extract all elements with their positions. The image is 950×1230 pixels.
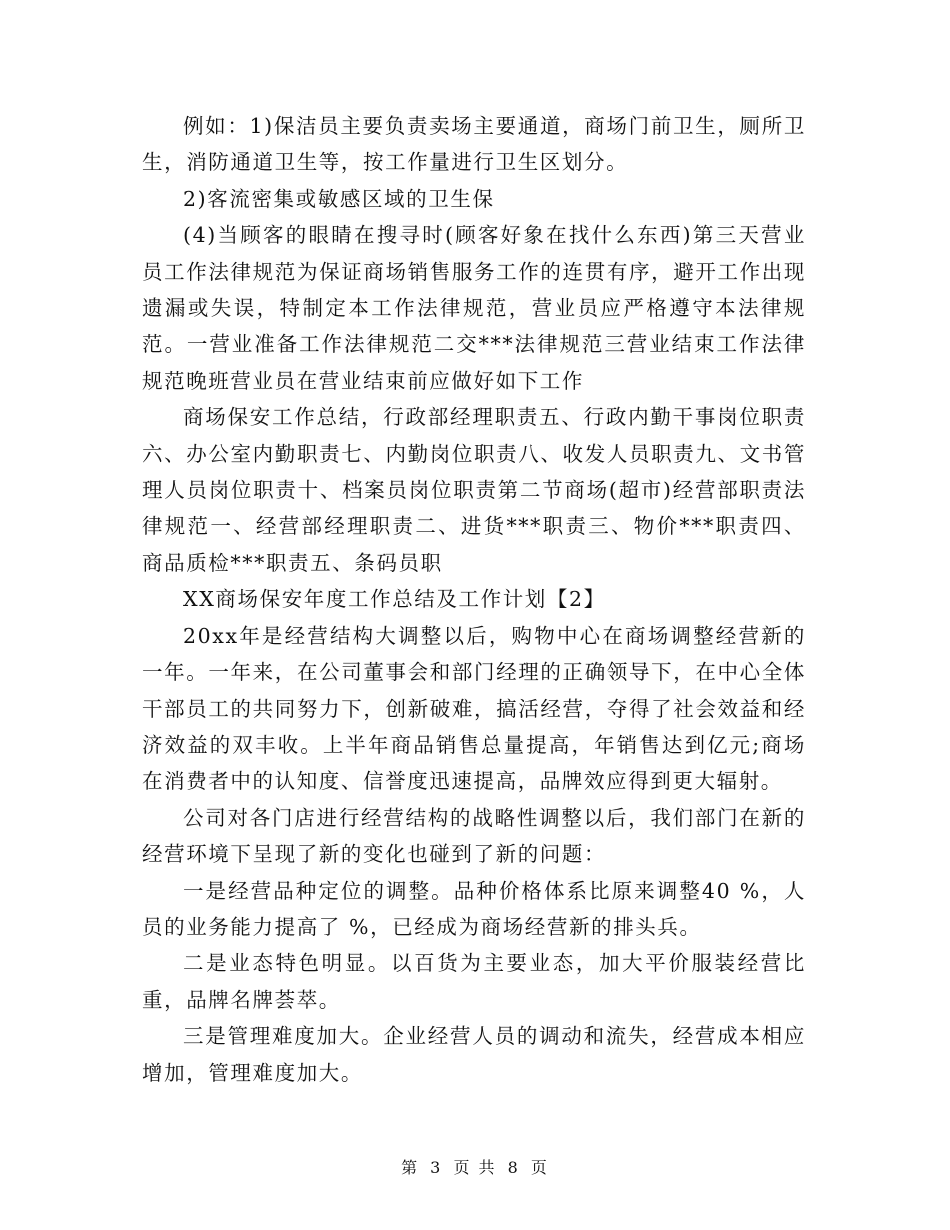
paragraph-8: 二是业态特色明显。以百货为主要业态，加大平价服装经营比重，品牌名牌荟萃。: [142, 951, 806, 1012]
footer-prefix: 第: [401, 1158, 420, 1177]
paragraph-6: 公司对各门店进行经营结构的战略性调整以后，我们部门在新的经营环境下呈现了新的变化也碰到了新的问题：: [142, 805, 806, 867]
section-heading: XX商场保安年度工作总结及工作计划【2】: [183, 587, 606, 612]
page-footer: [0, 1155, 950, 1178]
document-body: [142, 108, 806, 1091]
paragraph-3: (4)当顾客的眼睛在搜寻时(顾客好象在找什么东西)第三天营业员工作法律规范为保证商场销售服务工作的连贯有序，避开工作出现遗漏或失误，特制定本工作法律规范，营业员应严格遵守本法律规范。一营业准备工作法律规范二交***法律规范三营业结束工作法律规范晚班营业员在营业结束前应做好如下工作: [142, 223, 806, 393]
footer-middle: 页 共: [453, 1158, 497, 1177]
paragraph-4: 商场保安工作总结，行政部经理职责五、行政内勤干事岗位职责六、办公室内勤职责七、内勤岗位职责八、收发人员职责九、文书管理人员岗位职责十、档案员岗位职责第二节商场(超市)经营部职责法律规范一、经营部经理职责二、进货***职责三、物价***职责四、商品质检***职责五、条码员职: [142, 405, 806, 575]
paragraph-5: 20xx年是经营结构大调整以后，购物中心在商场调整经营新的一年。一年来，在公司董事会和部门经理的正确领导下，在中心全体干部员工的共同努力下，创新破难，搞活经营，夺得了社会效益和经济效益的双丰收。上半年商品销售总量提高，年销售达到亿元;商场在消费者中的认知度、信誉度迅速提高，品牌效应得到更大辐射。: [142, 623, 806, 794]
footer-suffix: 页: [530, 1158, 549, 1177]
total-pages-number: 8: [507, 1158, 520, 1177]
current-page-number: 3: [430, 1158, 443, 1177]
paragraph-1: 例如：1)保洁员主要负责卖场主要通道，商场门前卫生，厕所卫生，消防通道卫生等，按工作量进行卫生区划分。: [142, 114, 806, 175]
paragraph-2: 2)客流密集或敏感区域的卫生保: [183, 186, 495, 211]
paragraph-7: 一是经营品种定位的调整。品种价格体系比原来调整40 %，人员的业务能力提高了 %，已经成为商场经营新的排头兵。: [142, 878, 806, 939]
paragraph-9: 三是管理难度加大。企业经营人员的调动和流失，经营成本相应增加，管理难度加大。: [142, 1024, 806, 1085]
